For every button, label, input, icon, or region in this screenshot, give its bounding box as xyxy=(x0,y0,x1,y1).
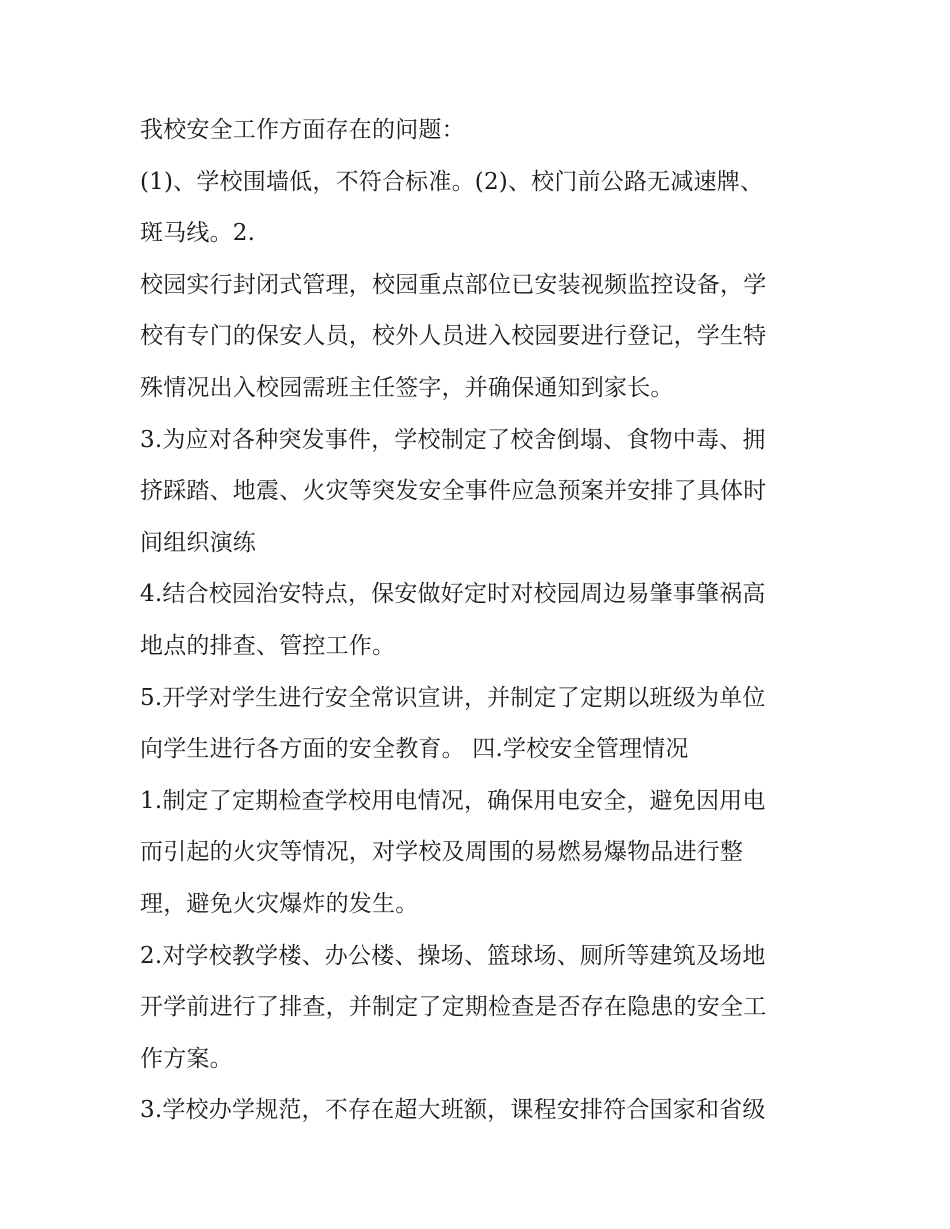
text-line-1: 我校安全工作方面存在的问题： xyxy=(140,117,465,143)
text-line-13: 向学生进行各方面的安全教育。 四.学校安全管理情况 xyxy=(140,736,689,763)
document-body xyxy=(140,105,820,1137)
text-line-17: 2.对学校教学楼、办公楼、操场、篮球场、厕所等建筑及场地 xyxy=(140,942,766,969)
text-line-11: 地点的排查、管控工作。 xyxy=(140,632,396,659)
text-line-4: 校园实行封闭式管理，校园重点部位已安装视频监控设备，学 xyxy=(140,271,767,298)
text-line-2: (1)、学校围墙低，不符合标准。(2)、校门前公路无减速牌、 xyxy=(140,168,764,195)
text-line-10: 4.结合校园治安特点，保安做好定时对校园周边易肇事肇祸高 xyxy=(140,581,766,608)
text-line-7: 3.为应对各种突发事件，学校制定了校舍倒塌、食物中毒、拥 xyxy=(140,426,766,453)
text-line-16: 理，避免火灾爆炸的发生。 xyxy=(140,890,419,917)
text-line-14: 1.制定了定期检查学校用电情况，确保用电安全，避免因用电 xyxy=(140,787,766,814)
text-line-6: 殊情况出入校园需班主任签字，并确保通知到家长。 xyxy=(140,374,674,401)
text-line-8: 挤踩踏、地震、火灾等突发安全事件应急预案并安排了具体时 xyxy=(140,478,767,505)
text-line-12: 5.开学对学生进行安全常识宣讲，并制定了定期以班级为单位 xyxy=(140,684,766,711)
text-line-20: 3.学校办学规范，不存在超大班额，课程安排符合国家和省级 xyxy=(140,1097,766,1124)
text-line-18: 开学前进行了排查，并制定了定期检查是否存在隐患的安全工 xyxy=(140,994,767,1021)
text-line-19: 作方案。 xyxy=(140,1045,233,1072)
text-line-3: 斑马线。2. xyxy=(140,220,256,247)
text-line-9: 间组织演练 xyxy=(140,529,256,556)
text-line-15: 而引起的火灾等情况，对学校及周围的易燃易爆物品进行整 xyxy=(140,839,744,866)
text-line-5: 校有专门的保安人员，校外人员进入校园要进行登记，学生特 xyxy=(140,323,767,350)
